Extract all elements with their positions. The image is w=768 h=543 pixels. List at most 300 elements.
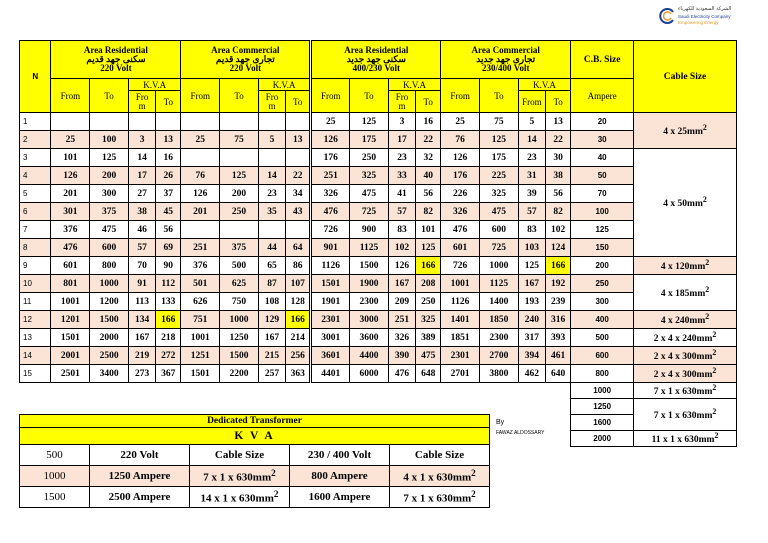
res-old-to: 1200: [90, 293, 129, 311]
res-old-to: 375: [90, 203, 129, 221]
res-old-kva-from: 38: [128, 203, 155, 221]
row-number: 5: [20, 185, 51, 203]
com-new-kva-from: 39: [518, 185, 545, 203]
com-old-to: 2200: [220, 365, 259, 383]
res-old-to: 2000: [90, 329, 129, 347]
header-to: To: [480, 79, 519, 113]
res-old-to: 200: [90, 167, 129, 185]
res-old-from: 1001: [51, 293, 90, 311]
res-old-from: 601: [51, 257, 90, 275]
com-new-kva-from: 23: [518, 149, 545, 167]
res-new-from: 1126: [311, 257, 350, 275]
dedicated-header-220: 220 Volt: [90, 445, 190, 466]
com-old-kva-from: 257: [258, 365, 285, 383]
empty-space: [20, 399, 571, 415]
table-row: [20, 347, 737, 365]
res-old-kva-from: 70: [128, 257, 155, 275]
com-new-kva-from: 31: [518, 167, 545, 185]
cb-ampere: 70: [571, 185, 634, 203]
com-new-from: 326: [441, 203, 480, 221]
res-old-to: 100: [90, 131, 129, 149]
res-new-to: 1900: [350, 275, 389, 293]
header-kva-from: Fro m: [388, 91, 415, 113]
com-old-kva-to: 86: [286, 257, 311, 275]
res-old-kva-from: 273: [128, 365, 155, 383]
com-old-kva-from: 108: [258, 293, 285, 311]
com-old-kva-to: [286, 113, 311, 131]
com-old-kva-to: 13: [286, 131, 311, 149]
res-new-to: 125: [350, 113, 389, 131]
cb-ampere: 400: [571, 311, 634, 329]
com-old-kva-to: [286, 221, 311, 239]
res-new-from: 4401: [311, 365, 350, 383]
dedicated-cable-400: 7 x 1 x $630mm^2$: [390, 487, 490, 508]
res-old-kva-from: [128, 113, 155, 131]
com-old-from: 1001: [181, 329, 220, 347]
res-new-from: 251: [311, 167, 350, 185]
com-new-from: 1401: [441, 311, 480, 329]
table-row: [20, 399, 737, 415]
res-old-to: 600: [90, 239, 129, 257]
com-new-to: 1400: [480, 293, 519, 311]
cb-ampere: 1000: [571, 383, 634, 399]
header-n: N: [20, 41, 51, 113]
table-row: [20, 149, 737, 167]
com-old-kva-to: 22: [286, 167, 311, 185]
res-new-kva-from: 33: [388, 167, 415, 185]
dedicated-header-cable: Cable Size: [190, 445, 290, 466]
header-from: From: [181, 79, 220, 113]
res-new-kva-to: 32: [416, 149, 441, 167]
author-credit: [496, 418, 544, 438]
res-old-to: 2500: [90, 347, 129, 365]
com-old-kva-to: 214: [286, 329, 311, 347]
row-number: 15: [20, 365, 51, 383]
dedicated-transformer-table: [19, 414, 490, 508]
row-number: 2: [20, 131, 51, 149]
res-old-from: 201: [51, 185, 90, 203]
cable-size-cell: 4 x $50mm^2$: [634, 149, 737, 257]
res-old-from: 1501: [51, 329, 90, 347]
com-old-kva-to: 107: [286, 275, 311, 293]
header-kva-to: To: [416, 91, 441, 113]
cb-ampere: 125: [571, 221, 634, 239]
com-new-kva-to: 316: [546, 311, 571, 329]
logo-company-name: Saudi Electricity Company: [678, 14, 731, 19]
res-new-kva-from: 17: [388, 131, 415, 149]
com-old-kva-from: 167: [258, 329, 285, 347]
com-old-kva-from: 129: [258, 311, 285, 329]
dedicated-cable-220: 14 x 1 x $630mm^2$: [190, 487, 290, 508]
res-new-kva-from: 326: [388, 329, 415, 347]
cb-ampere: 30: [571, 131, 634, 149]
com-new-to: 2700: [480, 347, 519, 365]
res-old-kva-from: 167: [128, 329, 155, 347]
res-new-to: 3600: [350, 329, 389, 347]
dedicated-cable-220: 7 x 1 x $630mm^2$: [190, 466, 290, 487]
res-new-from: 2301: [311, 311, 350, 329]
res-new-to: 3000: [350, 311, 389, 329]
table-row: [20, 329, 737, 347]
com-old-kva-to: 128: [286, 293, 311, 311]
res-new-to: 250: [350, 149, 389, 167]
cb-ampere: 250: [571, 275, 634, 293]
com-old-to: 200: [220, 185, 259, 203]
res-new-from: 1901: [311, 293, 350, 311]
com-new-kva-from: 193: [518, 293, 545, 311]
dedicated-kva: K V A: [20, 428, 490, 445]
res-old-to: 300: [90, 185, 129, 203]
com-old-from: [181, 149, 220, 167]
row-number: 3: [20, 149, 51, 167]
res-old-kva-from: 27: [128, 185, 155, 203]
row-number: 8: [20, 239, 51, 257]
res-new-from: 326: [311, 185, 350, 203]
dedicated-kva-value: 1000: [20, 466, 90, 487]
row-number: 13: [20, 329, 51, 347]
com-new-kva-to: 239: [546, 293, 571, 311]
sec-logo-icon: [658, 7, 676, 25]
header-from: From: [441, 79, 480, 113]
com-new-kva-from: 167: [518, 275, 545, 293]
com-new-from: 476: [441, 221, 480, 239]
com-new-to: 75: [480, 113, 519, 131]
row-number: 10: [20, 275, 51, 293]
res-old-kva-to: 37: [156, 185, 181, 203]
com-new-to: 1850: [480, 311, 519, 329]
header-kva-from: From: [518, 91, 545, 113]
res-old-from: [51, 113, 90, 131]
com-old-from: 76: [181, 167, 220, 185]
res-old-kva-from: 17: [128, 167, 155, 185]
com-new-kva-from: 125: [518, 257, 545, 275]
com-new-to: 725: [480, 239, 519, 257]
header-kva: K.V.A: [388, 79, 440, 91]
cable-size-cell: 7 x 1 x $630mm^2$: [634, 399, 737, 431]
table-row: [20, 383, 737, 399]
row-number: 7: [20, 221, 51, 239]
com-old-kva-from: [258, 221, 285, 239]
company-logo: [658, 6, 754, 28]
res-new-kva-from: 23: [388, 149, 415, 167]
row-number: 12: [20, 311, 51, 329]
header-commercial-new: Area Commercial تجارى جهد جديد 230/400 Volt: [441, 41, 571, 79]
res-new-kva-to: 389: [416, 329, 441, 347]
header-kva-to: To: [546, 91, 571, 113]
table-row: [20, 131, 737, 149]
com-new-from: 76: [441, 131, 480, 149]
header-residential-new: Area Residential سكنى جهد جديد 400/230 Volt: [311, 41, 441, 79]
com-new-from: 1001: [441, 275, 480, 293]
com-old-to: 250: [220, 203, 259, 221]
res-new-from: 3001: [311, 329, 350, 347]
com-new-kva-from: 103: [518, 239, 545, 257]
cable-size-cell: 7 x 1 x $630mm^2$: [634, 383, 737, 399]
res-new-kva-to: 250: [416, 293, 441, 311]
com-old-to: [220, 113, 259, 131]
com-new-kva-to: 82: [546, 203, 571, 221]
res-new-from: 25: [311, 113, 350, 131]
res-old-from: 376: [51, 221, 90, 239]
com-old-kva-to: 34: [286, 185, 311, 203]
res-new-kva-from: 167: [388, 275, 415, 293]
res-old-kva-to: 45: [156, 203, 181, 221]
res-new-from: 1501: [311, 275, 350, 293]
res-old-from: 2501: [51, 365, 90, 383]
res-old-kva-from: 57: [128, 239, 155, 257]
res-old-kva-to: 69: [156, 239, 181, 257]
res-new-kva-to: 648: [416, 365, 441, 383]
com-new-from: 1851: [441, 329, 480, 347]
cb-ampere: 2000: [571, 431, 634, 447]
com-new-from: 726: [441, 257, 480, 275]
res-old-kva-from: 3: [128, 131, 155, 149]
res-new-to: 325: [350, 167, 389, 185]
cb-ampere: 150: [571, 239, 634, 257]
row-number: 4: [20, 167, 51, 185]
res-new-kva-from: 126: [388, 257, 415, 275]
com-new-from: 1126: [441, 293, 480, 311]
com-old-kva-from: 215: [258, 347, 285, 365]
com-old-kva-to: 363: [286, 365, 311, 383]
com-new-kva-to: 22: [546, 131, 571, 149]
res-old-to: [90, 113, 129, 131]
com-new-kva-to: 124: [546, 239, 571, 257]
table-row: [20, 275, 737, 293]
com-old-kva-to: 64: [286, 239, 311, 257]
com-old-to: 375: [220, 239, 259, 257]
res-old-kva-to: 26: [156, 167, 181, 185]
com-old-from: 501: [181, 275, 220, 293]
res-new-to: 2300: [350, 293, 389, 311]
table-row: [20, 113, 737, 131]
com-old-from: [181, 221, 220, 239]
com-new-kva-from: 462: [518, 365, 545, 383]
com-new-to: 325: [480, 185, 519, 203]
com-old-to: 1500: [220, 347, 259, 365]
header-kva: K.V.A: [258, 79, 310, 91]
logo-arabic-name: الشركة السعودية للكهرباء: [678, 6, 732, 12]
com-old-to: 125: [220, 167, 259, 185]
header-kva-to: To: [156, 91, 181, 113]
com-new-to: 175: [480, 149, 519, 167]
res-old-kva-to: 218: [156, 329, 181, 347]
com-old-from: 126: [181, 185, 220, 203]
com-old-kva-from: 23: [258, 185, 285, 203]
res-old-kva-to: 272: [156, 347, 181, 365]
header-from: From: [51, 79, 90, 113]
com-old-from: 25: [181, 131, 220, 149]
res-new-kva-to: 40: [416, 167, 441, 185]
com-old-to: 1250: [220, 329, 259, 347]
header-to: To: [220, 79, 259, 113]
dedicated-ampere-400: 800 Ampere: [290, 466, 390, 487]
com-new-kva-to: 461: [546, 347, 571, 365]
res-new-kva-to: 16: [416, 113, 441, 131]
com-old-to: 500: [220, 257, 259, 275]
res-old-kva-from: 46: [128, 221, 155, 239]
com-new-kva-to: 56: [546, 185, 571, 203]
header-kva-to: To: [286, 91, 311, 113]
res-old-to: 800: [90, 257, 129, 275]
com-old-kva-from: 87: [258, 275, 285, 293]
com-old-from: 751: [181, 311, 220, 329]
cb-ampere: 500: [571, 329, 634, 347]
row-number: 11: [20, 293, 51, 311]
dedicated-header-kva: 500: [20, 445, 90, 466]
res-new-to: 475: [350, 185, 389, 203]
dedicated-cable-400: 4 x 1 x $630mm^2$: [390, 466, 490, 487]
table-row: [20, 239, 737, 257]
com-new-kva-from: 57: [518, 203, 545, 221]
res-old-kva-from: 14: [128, 149, 155, 167]
com-old-from: 201: [181, 203, 220, 221]
cb-ampere: 600: [571, 347, 634, 365]
com-new-from: 126: [441, 149, 480, 167]
com-new-to: 2300: [480, 329, 519, 347]
row-number: 9: [20, 257, 51, 275]
res-new-to: 4400: [350, 347, 389, 365]
table-row: [20, 185, 737, 203]
com-new-kva-to: 393: [546, 329, 571, 347]
author-by: By: [496, 419, 505, 426]
res-new-kva-to: 325: [416, 311, 441, 329]
res-old-from: 101: [51, 149, 90, 167]
com-new-from: 226: [441, 185, 480, 203]
com-old-to: 75: [220, 131, 259, 149]
com-old-from: 1501: [181, 365, 220, 383]
table-row: [20, 311, 737, 329]
res-new-to: 1500: [350, 257, 389, 275]
com-old-from: 626: [181, 293, 220, 311]
cb-ampere: 800: [571, 365, 634, 383]
row-number: 14: [20, 347, 51, 365]
header-commercial-old: Area Commercial تجارى جهد قديم 220 Volt: [181, 41, 311, 79]
empty-space: [20, 383, 571, 399]
res-new-from: 476: [311, 203, 350, 221]
res-new-from: 726: [311, 221, 350, 239]
com-new-kva-to: 192: [546, 275, 571, 293]
res-old-kva-to: 13: [156, 131, 181, 149]
com-old-kva-from: 14: [258, 167, 285, 185]
table-row: [20, 203, 737, 221]
res-old-from: 25: [51, 131, 90, 149]
com-new-kva-from: 83: [518, 221, 545, 239]
res-old-to: 3400: [90, 365, 129, 383]
com-new-kva-from: 394: [518, 347, 545, 365]
cb-ampere: 20: [571, 113, 634, 131]
com-old-kva-from: 5: [258, 131, 285, 149]
com-old-to: [220, 149, 259, 167]
res-old-kva-to: 367: [156, 365, 181, 383]
cable-size-cell: 4 x $25mm^2$: [634, 113, 737, 149]
res-old-from: 801: [51, 275, 90, 293]
res-old-kva-to: 56: [156, 221, 181, 239]
cable-size-cell: 4 x $185mm^2$: [634, 275, 737, 311]
row-number: 6: [20, 203, 51, 221]
com-old-to: 1000: [220, 311, 259, 329]
res-old-kva-from: 113: [128, 293, 155, 311]
res-new-from: 176: [311, 149, 350, 167]
com-old-from: 376: [181, 257, 220, 275]
res-new-kva-to: 22: [416, 131, 441, 149]
res-new-to: 900: [350, 221, 389, 239]
res-old-from: 1201: [51, 311, 90, 329]
res-new-kva-to: 208: [416, 275, 441, 293]
cable-size-cell: 2 x 4 x $300mm^2$: [634, 365, 737, 383]
res-old-kva-from: 134: [128, 311, 155, 329]
header-kva: K.V.A: [518, 79, 570, 91]
res-old-kva-to: 90: [156, 257, 181, 275]
cb-ampere: 200: [571, 257, 634, 275]
cb-ampere: 50: [571, 167, 634, 185]
header-kva-from: Fro m: [258, 91, 285, 113]
res-new-to: 175: [350, 131, 389, 149]
res-old-from: 476: [51, 239, 90, 257]
res-new-kva-from: 57: [388, 203, 415, 221]
com-new-kva-to: 640: [546, 365, 571, 383]
com-new-to: 600: [480, 221, 519, 239]
res-old-kva-to: 112: [156, 275, 181, 293]
cb-ampere: 1600: [571, 415, 634, 431]
res-new-kva-from: 390: [388, 347, 415, 365]
res-new-kva-from: 251: [388, 311, 415, 329]
com-old-kva-to: 166: [286, 311, 311, 329]
header-from: From: [311, 79, 350, 113]
cb-ampere: 1250: [571, 399, 634, 415]
res-old-from: 301: [51, 203, 90, 221]
com-new-to: 475: [480, 203, 519, 221]
com-old-kva-from: 44: [258, 239, 285, 257]
com-new-to: 1125: [480, 275, 519, 293]
header-ampere: Ampere: [571, 79, 634, 113]
res-old-to: 1000: [90, 275, 129, 293]
dedicated-ampere-220: 2500 Ampere: [90, 487, 190, 508]
header-to: To: [90, 79, 129, 113]
com-new-to: 125: [480, 131, 519, 149]
res-old-from: 2001: [51, 347, 90, 365]
res-new-to: 725: [350, 203, 389, 221]
res-old-from: 126: [51, 167, 90, 185]
com-old-kva-to: 256: [286, 347, 311, 365]
com-new-to: 1000: [480, 257, 519, 275]
dedicated-kva-value: 1500: [20, 487, 90, 508]
res-new-kva-to: 101: [416, 221, 441, 239]
table-row: [20, 365, 737, 383]
res-new-to: 1125: [350, 239, 389, 257]
res-new-kva-from: 209: [388, 293, 415, 311]
table-row: [20, 221, 737, 239]
com-old-from: 1251: [181, 347, 220, 365]
cable-size-table: [19, 40, 737, 447]
cb-ampere: 40: [571, 149, 634, 167]
dedicated-ampere-400: 1600 Ampere: [290, 487, 390, 508]
res-new-kva-from: 83: [388, 221, 415, 239]
com-new-kva-from: 14: [518, 131, 545, 149]
com-new-kva-from: 5: [518, 113, 545, 131]
dedicated-header-cable: Cable Size: [390, 445, 490, 466]
res-new-to: 6000: [350, 365, 389, 383]
header-cb-size: C.B. Size: [571, 41, 634, 79]
res-new-from: 3601: [311, 347, 350, 365]
com-old-kva-to: [286, 149, 311, 167]
res-new-kva-from: 102: [388, 239, 415, 257]
header-cable-size: Cable Size: [634, 41, 737, 113]
com-new-from: 601: [441, 239, 480, 257]
res-new-kva-to: 82: [416, 203, 441, 221]
com-new-kva-from: 240: [518, 311, 545, 329]
com-new-kva-from: 317: [518, 329, 545, 347]
